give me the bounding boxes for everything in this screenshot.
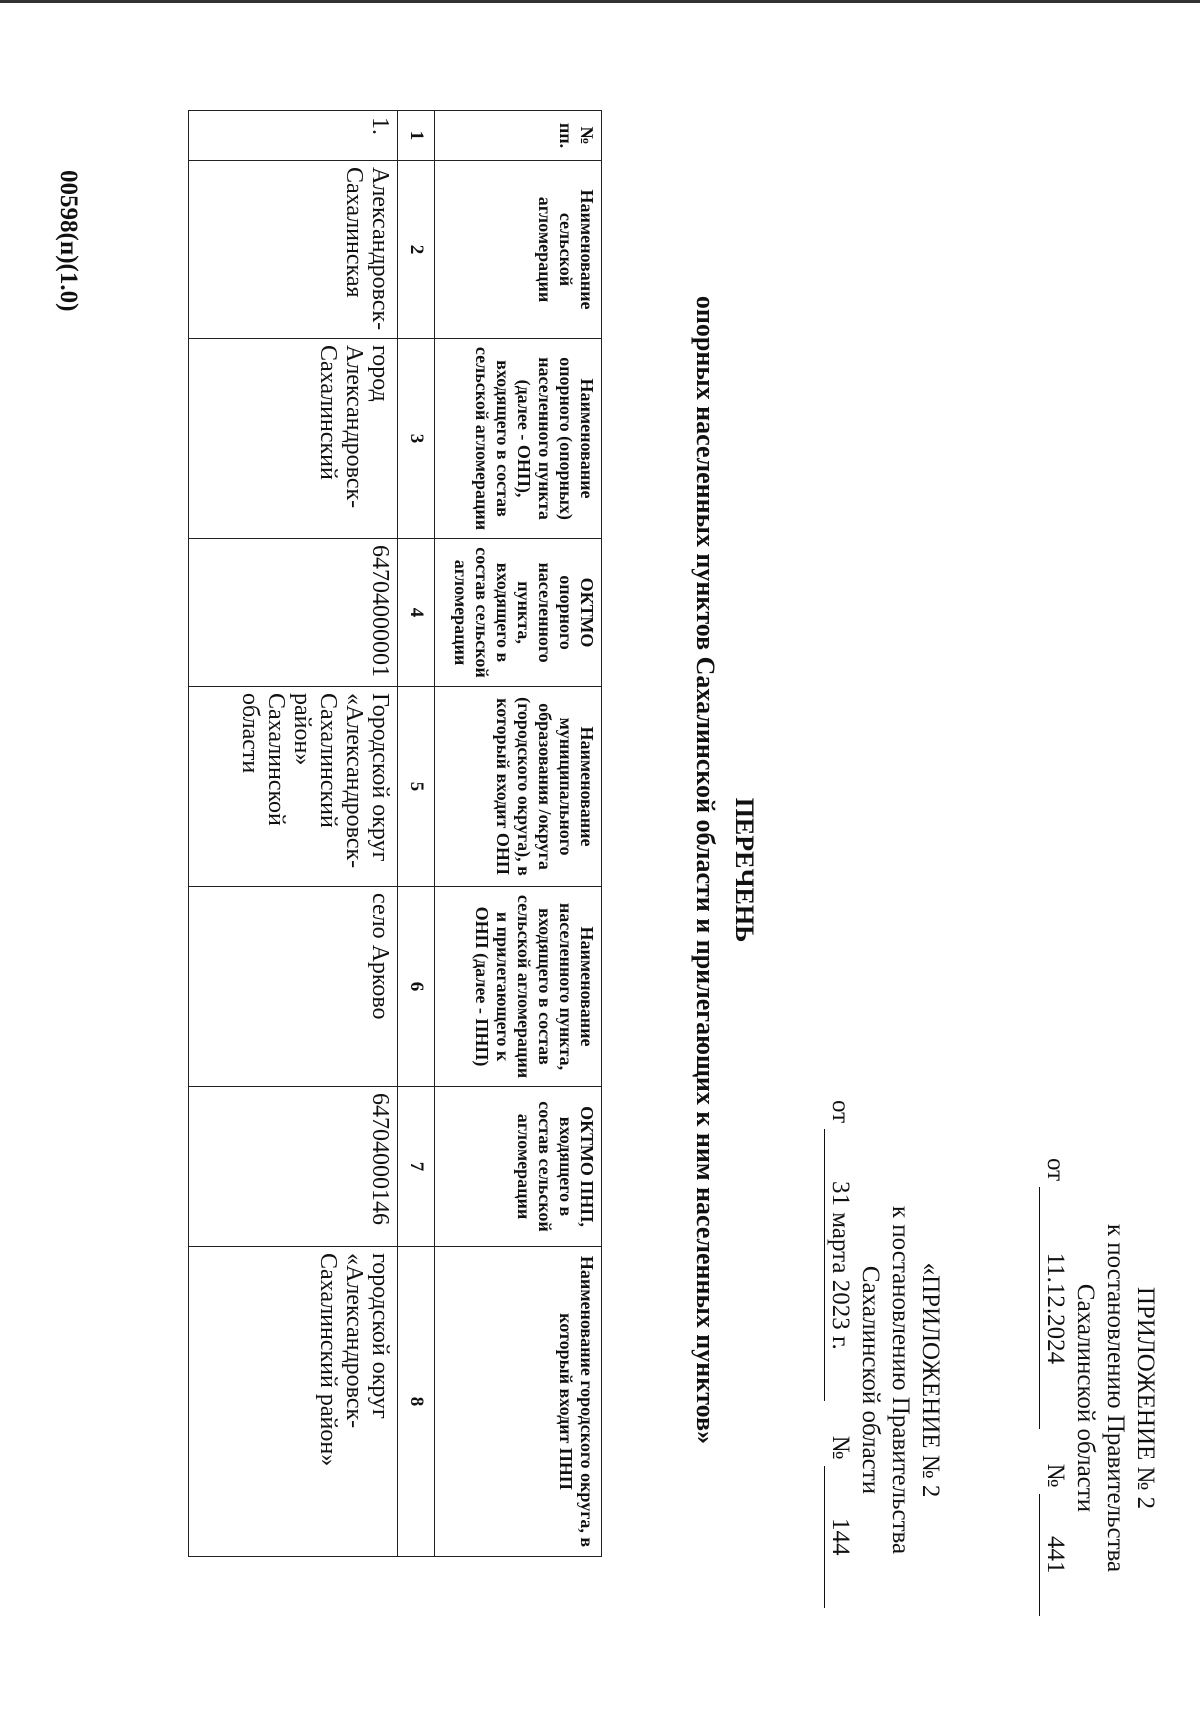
document-code: 00598(п)(1.0) [55, 170, 82, 312]
municipality-cell: Городской округ «Александровск-Сахалинский район» Сахалинской области [189, 687, 398, 887]
header-line-1: к постановлению Правительства [1102, 1223, 1129, 1573]
header-cell: ОКТМО опорного населенного пункта, входящего в состав сельской агломерации [435, 539, 602, 687]
header-appendix: ПРИЛОЖЕНИЕ № 2 [1132, 1286, 1159, 1510]
document-subtitle: опорных населенных пунктов Сахалинской области и прилегающих к ним населенных пунктов» [691, 295, 720, 1445]
header-current-resolution [1039, 1158, 1160, 1638]
header-cell: Наименование сельской агломерации [435, 161, 602, 339]
resolution-date: 11.12.2024 [1039, 1187, 1070, 1429]
header-cell: ОКТМО ПНП, входящего в состав сельской агломерации [435, 1087, 602, 1247]
document-title: ПЕРЕЧЕНЬ [730, 797, 759, 943]
from-label: от [1042, 1158, 1069, 1182]
header-cell: Наименование населенного пункта, входящего в состав сельской агломерации и прилегающего к ОНП (далее - ПНП) [435, 887, 602, 1087]
column-number: 2 [398, 161, 435, 339]
column-number: 6 [398, 887, 435, 1087]
resolution-number: 144 [824, 1466, 855, 1608]
oktmo-support-cell: 64704000001 [189, 539, 398, 687]
header-line-2: Сахалинской области [1072, 1283, 1099, 1513]
header-appendix: «ПРИЛОЖЕНИЕ № 2 [917, 1262, 944, 1498]
header-date-row [1039, 1158, 1070, 1638]
column-number: 4 [398, 539, 435, 687]
oktmo-adjacent-cell: 64704000146 [189, 1087, 398, 1247]
title-block [688, 170, 760, 1570]
table-row [189, 111, 398, 1557]
urban-district-cell: городской округ «Александровск-Сахалинский район» [189, 1247, 398, 1557]
row-number-cell: 1. [189, 111, 398, 161]
resolution-number: 441 [1039, 1494, 1070, 1616]
header-line-2: Сахалинской области [857, 1265, 884, 1495]
column-number: 3 [398, 339, 435, 539]
header-cell: Наименование опорного (опорных) населенного пункта (далее - ОНП), входящего в состав сельской агломерации [435, 339, 602, 539]
column-number: 7 [398, 1087, 435, 1247]
column-number: 5 [398, 687, 435, 887]
header-cell: № пп. [435, 111, 602, 161]
header-line-1: к постановлению Правительства [887, 1205, 914, 1555]
adjacent-settlement-cell: село Арково [189, 887, 398, 1087]
resolution-date: 31 марта 2023 г. [824, 1129, 855, 1401]
settlements-table [188, 110, 602, 1557]
number-label: № [827, 1435, 854, 1460]
header-cell: Наименование городского округа, в который входит ПНП [435, 1247, 602, 1557]
header-original-resolution [824, 1100, 945, 1660]
number-label: № [1042, 1463, 1069, 1488]
table-header-row [435, 111, 602, 1557]
header-date-row [824, 1100, 855, 1660]
header-cell: Наименование муниципального образования /округа (городского округа), в который входит ОНП [435, 687, 602, 887]
from-label: от [827, 1100, 854, 1124]
column-number-row [398, 111, 435, 1557]
agglomeration-name-cell: Александровск-Сахалинская [189, 161, 398, 339]
support-settlement-cell: город Александровск-Сахалинский [189, 339, 398, 539]
column-number: 8 [398, 1247, 435, 1557]
column-number: 1 [398, 111, 435, 161]
